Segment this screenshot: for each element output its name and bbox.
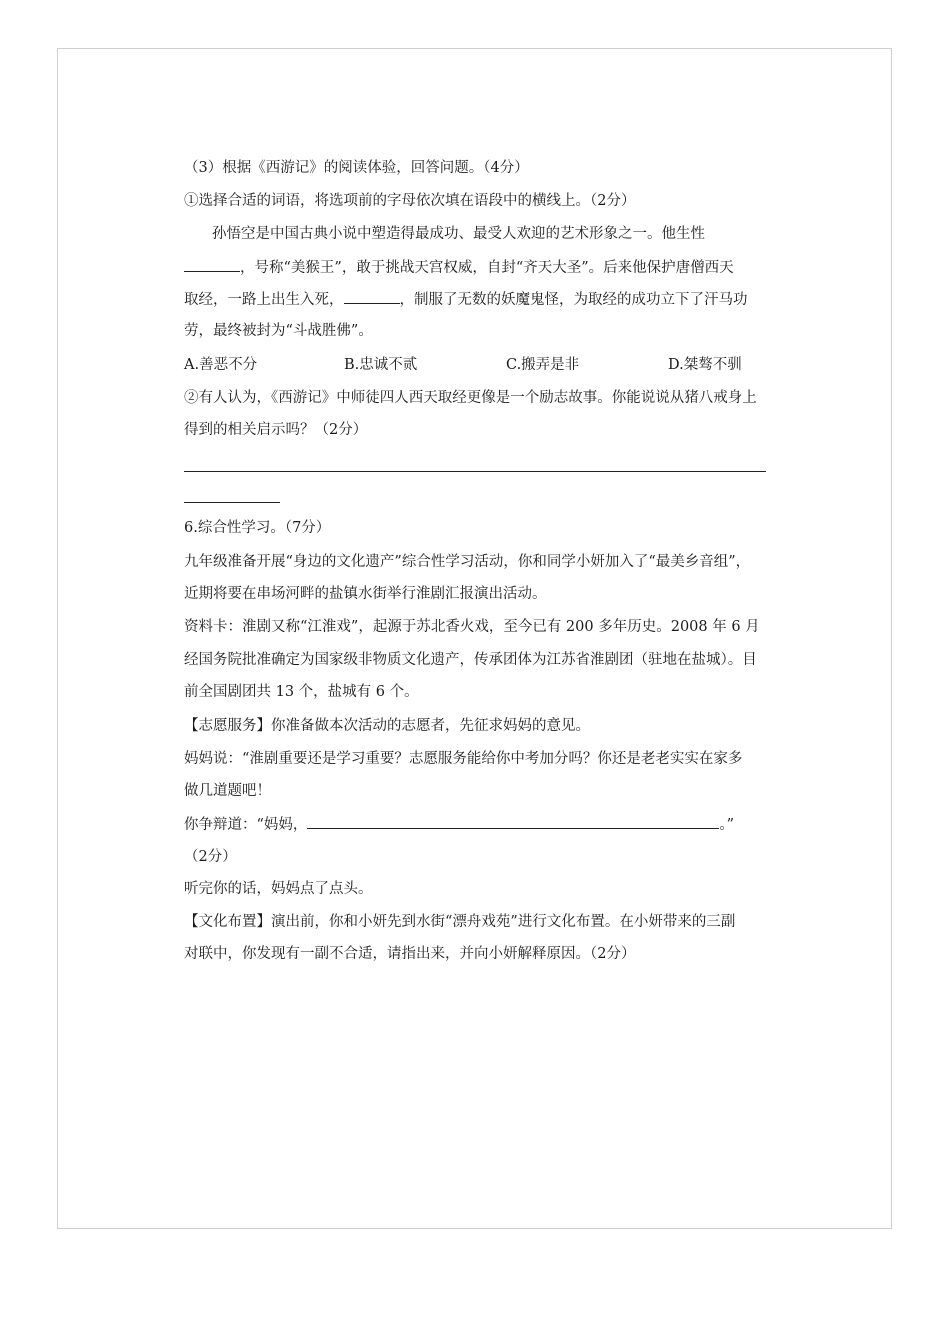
option-a: A.善恶不分 (184, 357, 258, 373)
q3-sub2-line2: 得到的相关启示吗？（2分） (184, 422, 368, 438)
q3-heading: （3）根据《西游记》的阅读体验，回答问题。（4分） (184, 160, 529, 176)
answer-line-2[interactable] (184, 502, 280, 503)
q6-card-line2: 经国务院批准确定为国家级非物质文化遗产，传承团体为江苏省淮剧团（驻地在盐城）。目 (184, 652, 757, 668)
answer-blank-argue[interactable] (307, 814, 719, 829)
q3-para-line1: 孙悟空是中国古典小说中塑造得最成功、最受人欢迎的艺术形象之一。他生性 (212, 226, 705, 242)
q6-argue-score: （2分） (184, 849, 237, 865)
option-d: D.桀骜不驯 (668, 357, 742, 373)
q6-intro-line2: 近期将要在串场河畔的盐镇水街举行淮剧汇报演出活动。 (184, 586, 547, 602)
q3-para-line3 (184, 289, 748, 309)
q3-options (184, 355, 784, 375)
option-b: B.忠诚不贰 (344, 357, 418, 373)
q6-argue-line (184, 814, 734, 834)
option-c: C.搬弄是非 (506, 357, 580, 373)
q6-after-line: 听完你的话，妈妈点了点头。 (184, 881, 373, 897)
q6-layout-line2: 对联中，你发现有一副不合适，请指出来，并向小妍解释原因。（2分） (184, 946, 636, 962)
q6-layout-line1: 【文化布置】演出前，你和小妍先到水街“漂舟戏苑”进行文化布置。在小妍带来的三副 (184, 914, 736, 930)
q6-argue-before: 你争辩道：“妈妈， (184, 817, 308, 833)
q3-sub1: ①选择合适的词语，将选项前的字母依次填在语段中的横线上。（2分） (184, 193, 636, 209)
q3-para-line2-text: ，号称“美猴王”，敢于挑战天宫权威，自封“齐天大圣”。后来他保护唐僧西天 (240, 260, 734, 276)
q6-mom-line2: 做几道题吧！ (184, 783, 271, 799)
q6-card-line1: 资料卡：淮剧又称“江淮戏”，起源于苏北香火戏，至今已有 200 多年历史。2008 年 6 月 (184, 619, 760, 635)
q6-intro-line1: 九年级准备开展“身边的文化遗产”综合性学习活动，你和同学小妍加入了“最美乡音组”， (184, 554, 751, 570)
answer-line-1[interactable] (184, 471, 766, 472)
q6-volunteer-line: 【志愿服务】你准备做本次活动的志愿者，先征求妈妈的意见。 (184, 718, 590, 734)
answer-blank-2[interactable] (344, 289, 400, 304)
q6-mom-line1: 妈妈说：“淮剧重要还是学习重要？志愿服务能给你中考加分吗？你还是老老实实在家多 (184, 751, 743, 767)
q6-card-line3: 前全国剧团共 13 个，盐城有 6 个。 (184, 684, 419, 700)
q3-para-line2 (184, 257, 734, 277)
q3-para-line3-after: ，制服了无数的妖魔鬼怪，为取经的成功立下了汗马功 (399, 292, 748, 308)
q3-para-line3-before: 取经，一路上出生入死， (184, 292, 344, 308)
answer-blank-1[interactable] (184, 257, 240, 272)
q3-para-line4: 劳，最终被封为“斗战胜佛”。 (184, 323, 373, 339)
q6-heading: 6.综合性学习。（7分） (184, 520, 331, 536)
q3-sub2-line1: ②有人认为，《西游记》中师徒四人西天取经更像是一个励志故事。你能说说从猪八戒身上 (184, 390, 757, 406)
q6-argue-after: 。” (719, 817, 735, 833)
